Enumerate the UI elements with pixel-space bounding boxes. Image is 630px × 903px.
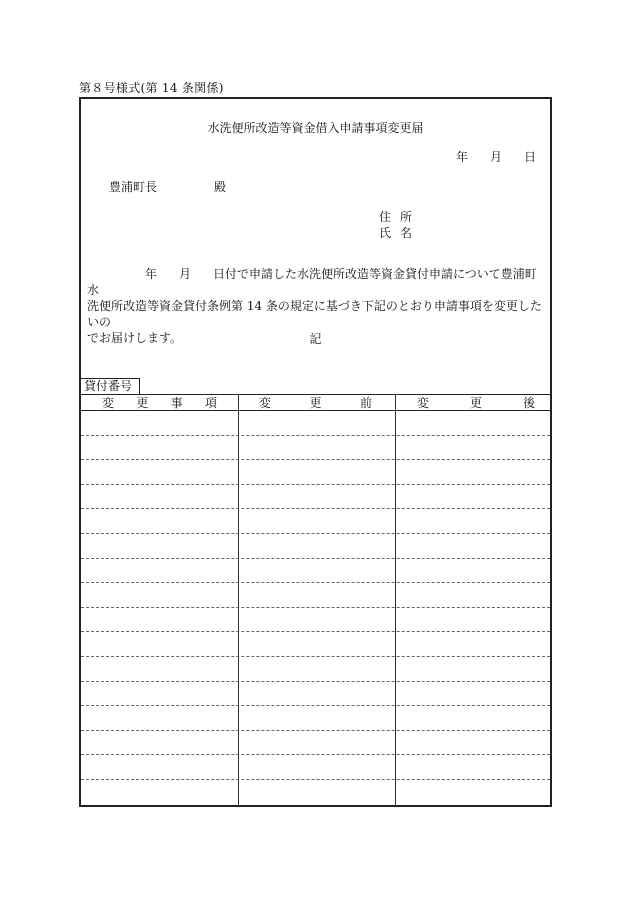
after-cell[interactable] bbox=[397, 682, 549, 705]
applicant-block bbox=[379, 209, 412, 241]
day-label: 日 bbox=[523, 150, 536, 164]
note-mark: 記 bbox=[309, 332, 322, 346]
addressee-name: 豊浦町長 bbox=[109, 180, 158, 194]
change-item-cell[interactable] bbox=[83, 706, 237, 729]
form-number-label: 第８号様式(第 14 条関係) bbox=[79, 81, 224, 95]
form-title: 水洗便所改造等資金借入申請事項変更届 bbox=[207, 121, 424, 135]
change-item-cell[interactable] bbox=[83, 436, 237, 459]
name-label: 氏 名 bbox=[379, 226, 413, 240]
after-cell[interactable] bbox=[397, 534, 549, 557]
change-item-cell[interactable] bbox=[83, 485, 237, 508]
after-cell[interactable] bbox=[397, 583, 549, 606]
column-header-before bbox=[259, 396, 372, 410]
column-header-char: 更 bbox=[309, 396, 322, 410]
before-cell[interactable] bbox=[240, 657, 394, 680]
before-cell[interactable] bbox=[240, 706, 394, 729]
after-cell[interactable] bbox=[397, 608, 549, 631]
after-cell[interactable] bbox=[397, 755, 549, 778]
change-item-cell[interactable] bbox=[83, 657, 237, 680]
column-header-char: 更 bbox=[469, 396, 482, 410]
change-item-cell[interactable] bbox=[83, 632, 237, 655]
column-header-after bbox=[417, 396, 535, 410]
after-cell[interactable] bbox=[397, 559, 549, 582]
change-item-cell[interactable] bbox=[83, 460, 237, 483]
column-header-change-item bbox=[102, 396, 217, 410]
change-item-cell[interactable] bbox=[83, 780, 237, 803]
after-cell[interactable] bbox=[397, 509, 549, 532]
after-cell[interactable] bbox=[397, 436, 549, 459]
column-divider bbox=[395, 394, 396, 805]
column-header-char: 変 bbox=[102, 396, 115, 410]
change-item-cell[interactable] bbox=[83, 559, 237, 582]
change-item-cell[interactable] bbox=[83, 755, 237, 778]
month-label: 月 bbox=[489, 150, 502, 164]
change-item-cell[interactable] bbox=[83, 731, 237, 754]
after-cell[interactable] bbox=[397, 706, 549, 729]
after-cell[interactable] bbox=[397, 485, 549, 508]
change-item-cell[interactable] bbox=[83, 583, 237, 606]
after-cell[interactable] bbox=[397, 657, 549, 680]
change-item-cell[interactable] bbox=[83, 534, 237, 557]
column-header-char: 変 bbox=[259, 396, 272, 410]
before-cell[interactable] bbox=[240, 583, 394, 606]
after-cell[interactable] bbox=[397, 780, 549, 803]
after-cell[interactable] bbox=[397, 731, 549, 754]
column-header-char: 前 bbox=[359, 396, 372, 410]
before-cell[interactable] bbox=[240, 411, 394, 434]
before-cell[interactable] bbox=[240, 608, 394, 631]
column-header-char: 変 bbox=[417, 396, 430, 410]
addressee-honorific: 殿 bbox=[214, 180, 227, 194]
year-label: 年 bbox=[455, 150, 468, 164]
before-cell[interactable] bbox=[240, 460, 394, 483]
change-item-cell[interactable] bbox=[83, 509, 237, 532]
body-line3: でお届けします。 bbox=[87, 331, 183, 345]
before-cell[interactable] bbox=[240, 731, 394, 754]
column-divider bbox=[238, 394, 239, 805]
date-line bbox=[456, 148, 536, 165]
column-header-char: 更 bbox=[136, 396, 149, 410]
after-cell[interactable] bbox=[397, 411, 549, 434]
loan-number-label: 貸付番号 bbox=[81, 378, 140, 394]
body-month: 月 bbox=[179, 267, 192, 281]
column-header-char: 事 bbox=[170, 396, 183, 410]
change-item-cell[interactable] bbox=[83, 411, 237, 434]
body-line1: 日付で申請した水洗便所改造等資金貸付申請について豊浦町水 bbox=[87, 267, 537, 297]
before-cell[interactable] bbox=[240, 534, 394, 557]
before-cell[interactable] bbox=[240, 682, 394, 705]
address-label: 住 所 bbox=[379, 210, 413, 224]
body-line2: 洗便所改造等資金貸付条例第 14 条の規定に基づき下記のとおり申請事項を変更したいの bbox=[87, 299, 542, 329]
before-cell[interactable] bbox=[240, 755, 394, 778]
after-cell[interactable] bbox=[397, 632, 549, 655]
change-item-cell[interactable] bbox=[83, 608, 237, 631]
after-cell[interactable] bbox=[397, 460, 549, 483]
column-header-char: 項 bbox=[204, 396, 217, 410]
before-cell[interactable] bbox=[240, 485, 394, 508]
body-year: 年 bbox=[145, 267, 158, 281]
change-notification-form bbox=[79, 97, 552, 807]
before-cell[interactable] bbox=[240, 509, 394, 532]
before-cell[interactable] bbox=[240, 780, 394, 803]
before-cell[interactable] bbox=[240, 436, 394, 459]
table-top-rule bbox=[81, 394, 550, 395]
before-cell[interactable] bbox=[240, 632, 394, 655]
change-item-cell[interactable] bbox=[83, 682, 237, 705]
column-header-char: 後 bbox=[522, 396, 535, 410]
before-cell[interactable] bbox=[240, 559, 394, 582]
